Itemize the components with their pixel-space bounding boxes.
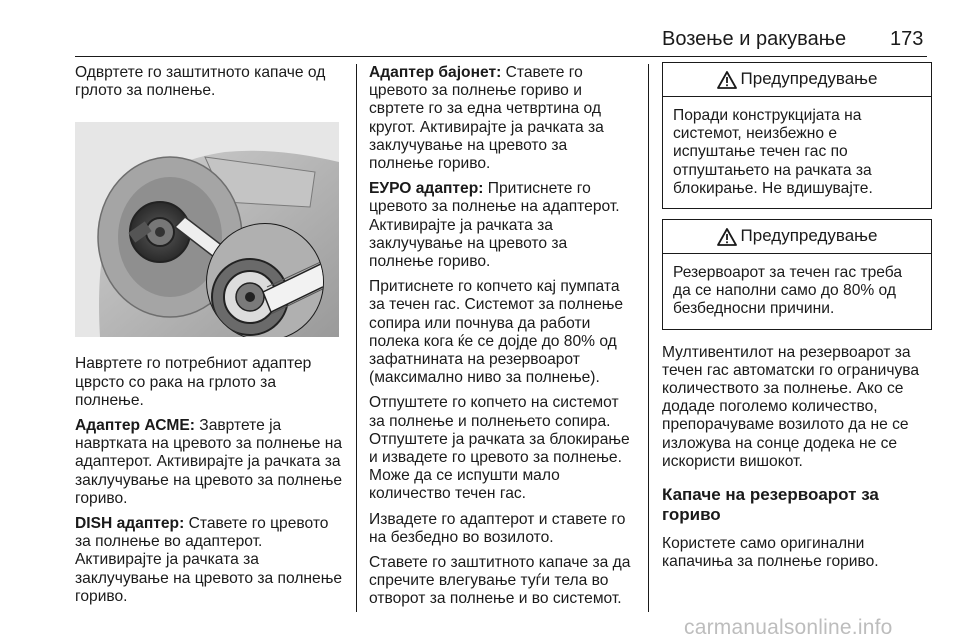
warning-triangle-icon (717, 228, 737, 246)
warning-box-1 (662, 62, 932, 209)
page-number: 173 (890, 28, 924, 50)
paragraph-unscrew-cap: Одвртете го заштитното капаче од грлото за полнење. (75, 64, 326, 100)
paragraph-acme-adapter (75, 417, 347, 508)
header-title: Возење и ракување (662, 28, 847, 50)
acme-text: Завртете ја навртката на цревото за полнење на адаптерот. Активирајте ја рачката за заклучување на цревото за полнење гориво. (75, 417, 343, 507)
paragraph-release-button: Отпуштете го копчето на системот за полнење и полнењето сопира. Отпуштете ја рачката за блокирање и извадете го цревото за полнење. Може да се испушти мало количество течен гас. (369, 394, 630, 503)
warning-header-1 (663, 63, 931, 97)
bayonet-text: Ставете го цревото за полнење гориво и свртете го за една четвртина од кругот. Активирајте ја рачката за заклучување на цревото за полнење гориво. (369, 64, 604, 173)
dish-text: Ставете го цревото за полнење во адаптерот. Активирајте ја рачката за заклучување на цревото за полнење гориво. (75, 515, 343, 605)
paragraph-bayonet-adapter (369, 64, 635, 173)
paragraph-remove-adapter: Извадете го адаптерот и ставете го на безбедно во возилото. (369, 510, 626, 546)
warning-triangle-icon (717, 71, 737, 89)
paragraph-screw-adapter: Навртете го потребниот адаптер цврсто со рака на грлото за полнење. (75, 355, 312, 409)
bayonet-label: Адаптер бајонет: (369, 64, 502, 81)
column-divider-2 (648, 64, 649, 612)
column-1 (75, 64, 347, 613)
warning-body-2: Резервоарот за течен гас треба да се наполни само до 80% од безбедносни причини. (673, 264, 903, 318)
warning-body-1: Поради конструкцијата на системот, неизбежно е испуштање течен гас по отпуштањето на рачката за блокирање. Не вдишувајте. (673, 107, 873, 197)
warning-header-2 (663, 220, 931, 254)
paragraph-euro-adapter (369, 180, 635, 271)
watermark: carmanualsonline.info (684, 616, 893, 639)
euro-label: ЕУРО адаптер: (369, 180, 484, 198)
warning-title-1: Предупредување (740, 69, 878, 89)
paragraph-original-caps: Користете само оригинални капачиња за полнење гориво. (662, 535, 879, 571)
paragraph-dish-adapter (75, 515, 347, 606)
warning-title-2: Предупредување (740, 226, 878, 246)
column-3 (662, 64, 932, 578)
paragraph-multivalve: Мултивентилот на резервоарот за течен гас автоматски го ограничува количеството за полнење. Ако се додаде поголемо количество, препорачуваме возилото да не се изложува на сонце додека не се искористи вишокот. (662, 343, 920, 470)
page-header (0, 0, 960, 56)
column-2 (369, 64, 635, 616)
euro-text: Притиснете го цревото за полнење на адаптерот. Активирајте ја рачката за заклучување на цревото за полнење гориво. (369, 180, 620, 271)
paragraph-replace-cap: Ставете го заштитното капаче за да спречите влегување туѓи тела во отворот за полнење и во системот. (369, 554, 631, 608)
section-title-fuel-cap: Капаче на резервоарот за гориво (662, 485, 879, 525)
acme-label: Адаптер АСМЕ: (75, 417, 195, 435)
dish-label: DISH адаптер: (75, 515, 185, 533)
warning-box-2 (662, 219, 932, 330)
column-divider-1 (356, 64, 357, 612)
header-rule (75, 56, 927, 57)
paragraph-press-button: Притиснете го копчето кај пумпата за течен гас. Системот за полнење сопира или почнува да работи полека кога ќе се дојде до 80% од зафатнината на резервоарот (максимално ниво за полнење). (369, 278, 624, 387)
filler-adapter-illustration (75, 122, 339, 337)
